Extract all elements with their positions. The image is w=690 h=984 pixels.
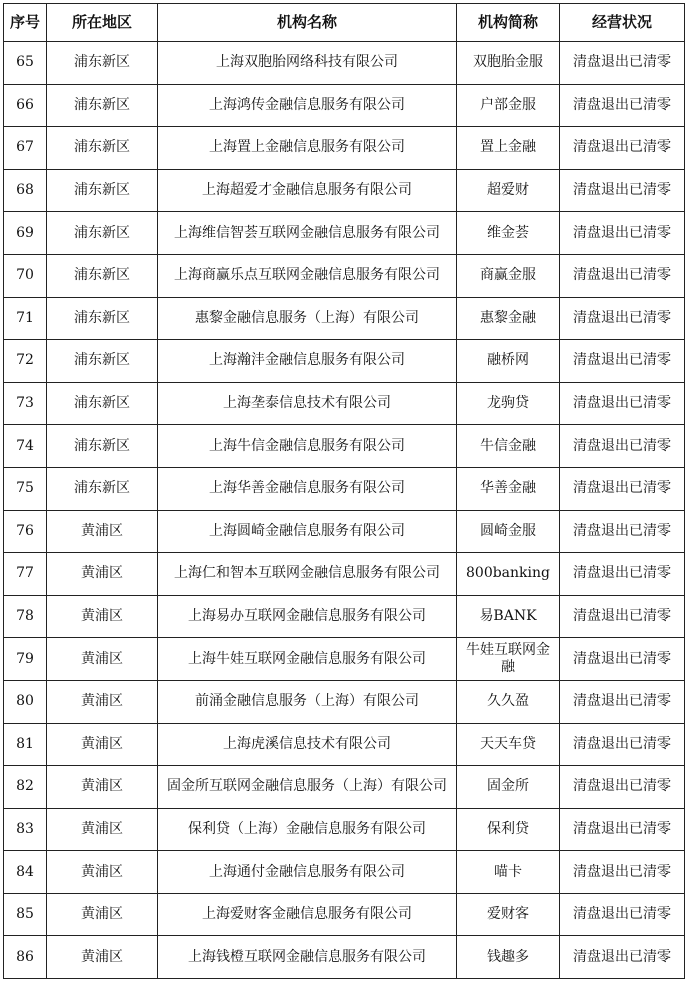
cell-index: 67 [4,127,47,170]
cell-status: 清盘退出已清零 [560,680,685,723]
cell-status: 清盘退出已清零 [560,467,685,510]
cell-org-name: 上海垄泰信息技术有限公司 [158,382,457,425]
table-row [4,169,685,212]
cell-org-name: 上海超爱才金融信息服务有限公司 [158,169,457,212]
cell-district: 黄浦区 [47,766,158,809]
table-row [4,680,685,723]
cell-index: 73 [4,382,47,425]
cell-status: 清盘退出已清零 [560,553,685,596]
cell-short-name: 龙驹贷 [457,382,560,425]
cell-org-name: 上海易办互联网金融信息服务有限公司 [158,595,457,638]
cell-status: 清盘退出已清零 [560,84,685,127]
cell-district: 黄浦区 [47,595,158,638]
cell-district: 浦东新区 [47,425,158,468]
cell-short-name: 天天车贷 [457,723,560,766]
cell-short-name: 惠黎金融 [457,297,560,340]
cell-district: 浦东新区 [47,297,158,340]
cell-short-name: 固金所 [457,766,560,809]
cell-index: 65 [4,42,47,85]
cell-org-name: 上海爱财客金融信息服务有限公司 [158,893,457,936]
table-row [4,851,685,894]
table-row [4,127,685,170]
cell-index: 79 [4,638,47,681]
cell-org-name: 上海商赢乐点互联网金融信息服务有限公司 [158,254,457,297]
cell-status: 清盘退出已清零 [560,766,685,809]
cell-short-name: 牛信金融 [457,425,560,468]
cell-status: 清盘退出已清零 [560,254,685,297]
cell-district: 浦东新区 [47,42,158,85]
cell-index: 80 [4,680,47,723]
cell-index: 82 [4,766,47,809]
table-row [4,297,685,340]
cell-org-name: 上海瀚沣金融信息服务有限公司 [158,340,457,383]
table-row [4,510,685,553]
cell-index: 72 [4,340,47,383]
cell-district: 浦东新区 [47,254,158,297]
cell-short-name: 800banking [457,553,560,596]
cell-index: 81 [4,723,47,766]
cell-status: 清盘退出已清零 [560,851,685,894]
cell-org-name: 前涌金融信息服务（上海）有限公司 [158,680,457,723]
cell-district: 浦东新区 [47,382,158,425]
institution-table [3,3,685,979]
cell-org-name: 固金所互联网金融信息服务（上海）有限公司 [158,766,457,809]
cell-index: 86 [4,936,47,979]
header-short-name: 机构简称 [457,4,560,42]
table-row [4,638,685,681]
table-row [4,723,685,766]
table-row [4,212,685,255]
cell-index: 70 [4,254,47,297]
header-status: 经营状况 [560,4,685,42]
table-row [4,595,685,638]
cell-district: 黄浦区 [47,851,158,894]
cell-status: 清盘退出已清零 [560,808,685,851]
cell-org-name: 上海牛信金融信息服务有限公司 [158,425,457,468]
cell-short-name: 圆崎金服 [457,510,560,553]
cell-district: 黄浦区 [47,936,158,979]
table-row [4,766,685,809]
cell-org-name: 上海置上金融信息服务有限公司 [158,127,457,170]
cell-district: 浦东新区 [47,340,158,383]
cell-district: 黄浦区 [47,723,158,766]
cell-org-name: 上海鸿传金融信息服务有限公司 [158,84,457,127]
cell-status: 清盘退出已清零 [560,723,685,766]
table-row [4,340,685,383]
cell-district: 浦东新区 [47,169,158,212]
header-row [4,4,685,42]
cell-district: 浦东新区 [47,127,158,170]
cell-index: 71 [4,297,47,340]
cell-org-name: 惠黎金融信息服务（上海）有限公司 [158,297,457,340]
cell-short-name: 牛娃互联网金融 [457,638,560,681]
cell-short-name: 喵卡 [457,851,560,894]
cell-short-name: 易BANK [457,595,560,638]
cell-status: 清盘退出已清零 [560,595,685,638]
cell-org-name: 上海通付金融信息服务有限公司 [158,851,457,894]
table-row [4,84,685,127]
table-row [4,425,685,468]
cell-status: 清盘退出已清零 [560,297,685,340]
cell-status: 清盘退出已清零 [560,127,685,170]
cell-org-name: 保利贷（上海）金融信息服务有限公司 [158,808,457,851]
cell-index: 85 [4,893,47,936]
cell-org-name: 上海维信智荟互联网金融信息服务有限公司 [158,212,457,255]
cell-district: 浦东新区 [47,467,158,510]
cell-district: 浦东新区 [47,84,158,127]
cell-index: 69 [4,212,47,255]
cell-short-name: 超爱财 [457,169,560,212]
cell-org-name: 上海虎溪信息技术有限公司 [158,723,457,766]
cell-index: 84 [4,851,47,894]
header-index: 序号 [4,4,47,42]
cell-status: 清盘退出已清零 [560,638,685,681]
cell-index: 68 [4,169,47,212]
cell-short-name: 双胞胎金服 [457,42,560,85]
cell-status: 清盘退出已清零 [560,425,685,468]
cell-index: 77 [4,553,47,596]
cell-district: 黄浦区 [47,808,158,851]
cell-short-name: 融桥网 [457,340,560,383]
table-row [4,553,685,596]
cell-status: 清盘退出已清零 [560,340,685,383]
table-row [4,893,685,936]
table-row [4,382,685,425]
cell-status: 清盘退出已清零 [560,42,685,85]
cell-index: 75 [4,467,47,510]
cell-status: 清盘退出已清零 [560,212,685,255]
cell-short-name: 置上金融 [457,127,560,170]
table-body [4,42,685,979]
table-row [4,254,685,297]
cell-org-name: 上海仁和智本互联网金融信息服务有限公司 [158,553,457,596]
cell-index: 74 [4,425,47,468]
table-row [4,808,685,851]
cell-index: 76 [4,510,47,553]
cell-short-name: 户部金服 [457,84,560,127]
cell-status: 清盘退出已清零 [560,510,685,553]
header-district: 所在地区 [47,4,158,42]
cell-district: 黄浦区 [47,510,158,553]
cell-status: 清盘退出已清零 [560,936,685,979]
cell-district: 黄浦区 [47,680,158,723]
cell-org-name: 上海双胞胎网络科技有限公司 [158,42,457,85]
cell-status: 清盘退出已清零 [560,169,685,212]
cell-district: 浦东新区 [47,212,158,255]
cell-org-name: 上海华善金融信息服务有限公司 [158,467,457,510]
table-row [4,467,685,510]
cell-short-name: 久久盈 [457,680,560,723]
table-row [4,936,685,979]
cell-district: 黄浦区 [47,553,158,596]
cell-index: 66 [4,84,47,127]
cell-short-name: 商赢金服 [457,254,560,297]
cell-short-name: 钱趣多 [457,936,560,979]
cell-status: 清盘退出已清零 [560,382,685,425]
cell-short-name: 维金荟 [457,212,560,255]
table-header [4,4,685,42]
cell-district: 黄浦区 [47,893,158,936]
cell-short-name: 华善金融 [457,467,560,510]
cell-index: 83 [4,808,47,851]
cell-org-name: 上海圆崎金融信息服务有限公司 [158,510,457,553]
table-row [4,42,685,85]
cell-org-name: 上海牛娃互联网金融信息服务有限公司 [158,638,457,681]
cell-short-name: 保利贷 [457,808,560,851]
cell-index: 78 [4,595,47,638]
header-org-name: 机构名称 [158,4,457,42]
cell-status: 清盘退出已清零 [560,893,685,936]
cell-short-name: 爱财客 [457,893,560,936]
cell-district: 黄浦区 [47,638,158,681]
cell-org-name: 上海钱橙互联网金融信息服务有限公司 [158,936,457,979]
